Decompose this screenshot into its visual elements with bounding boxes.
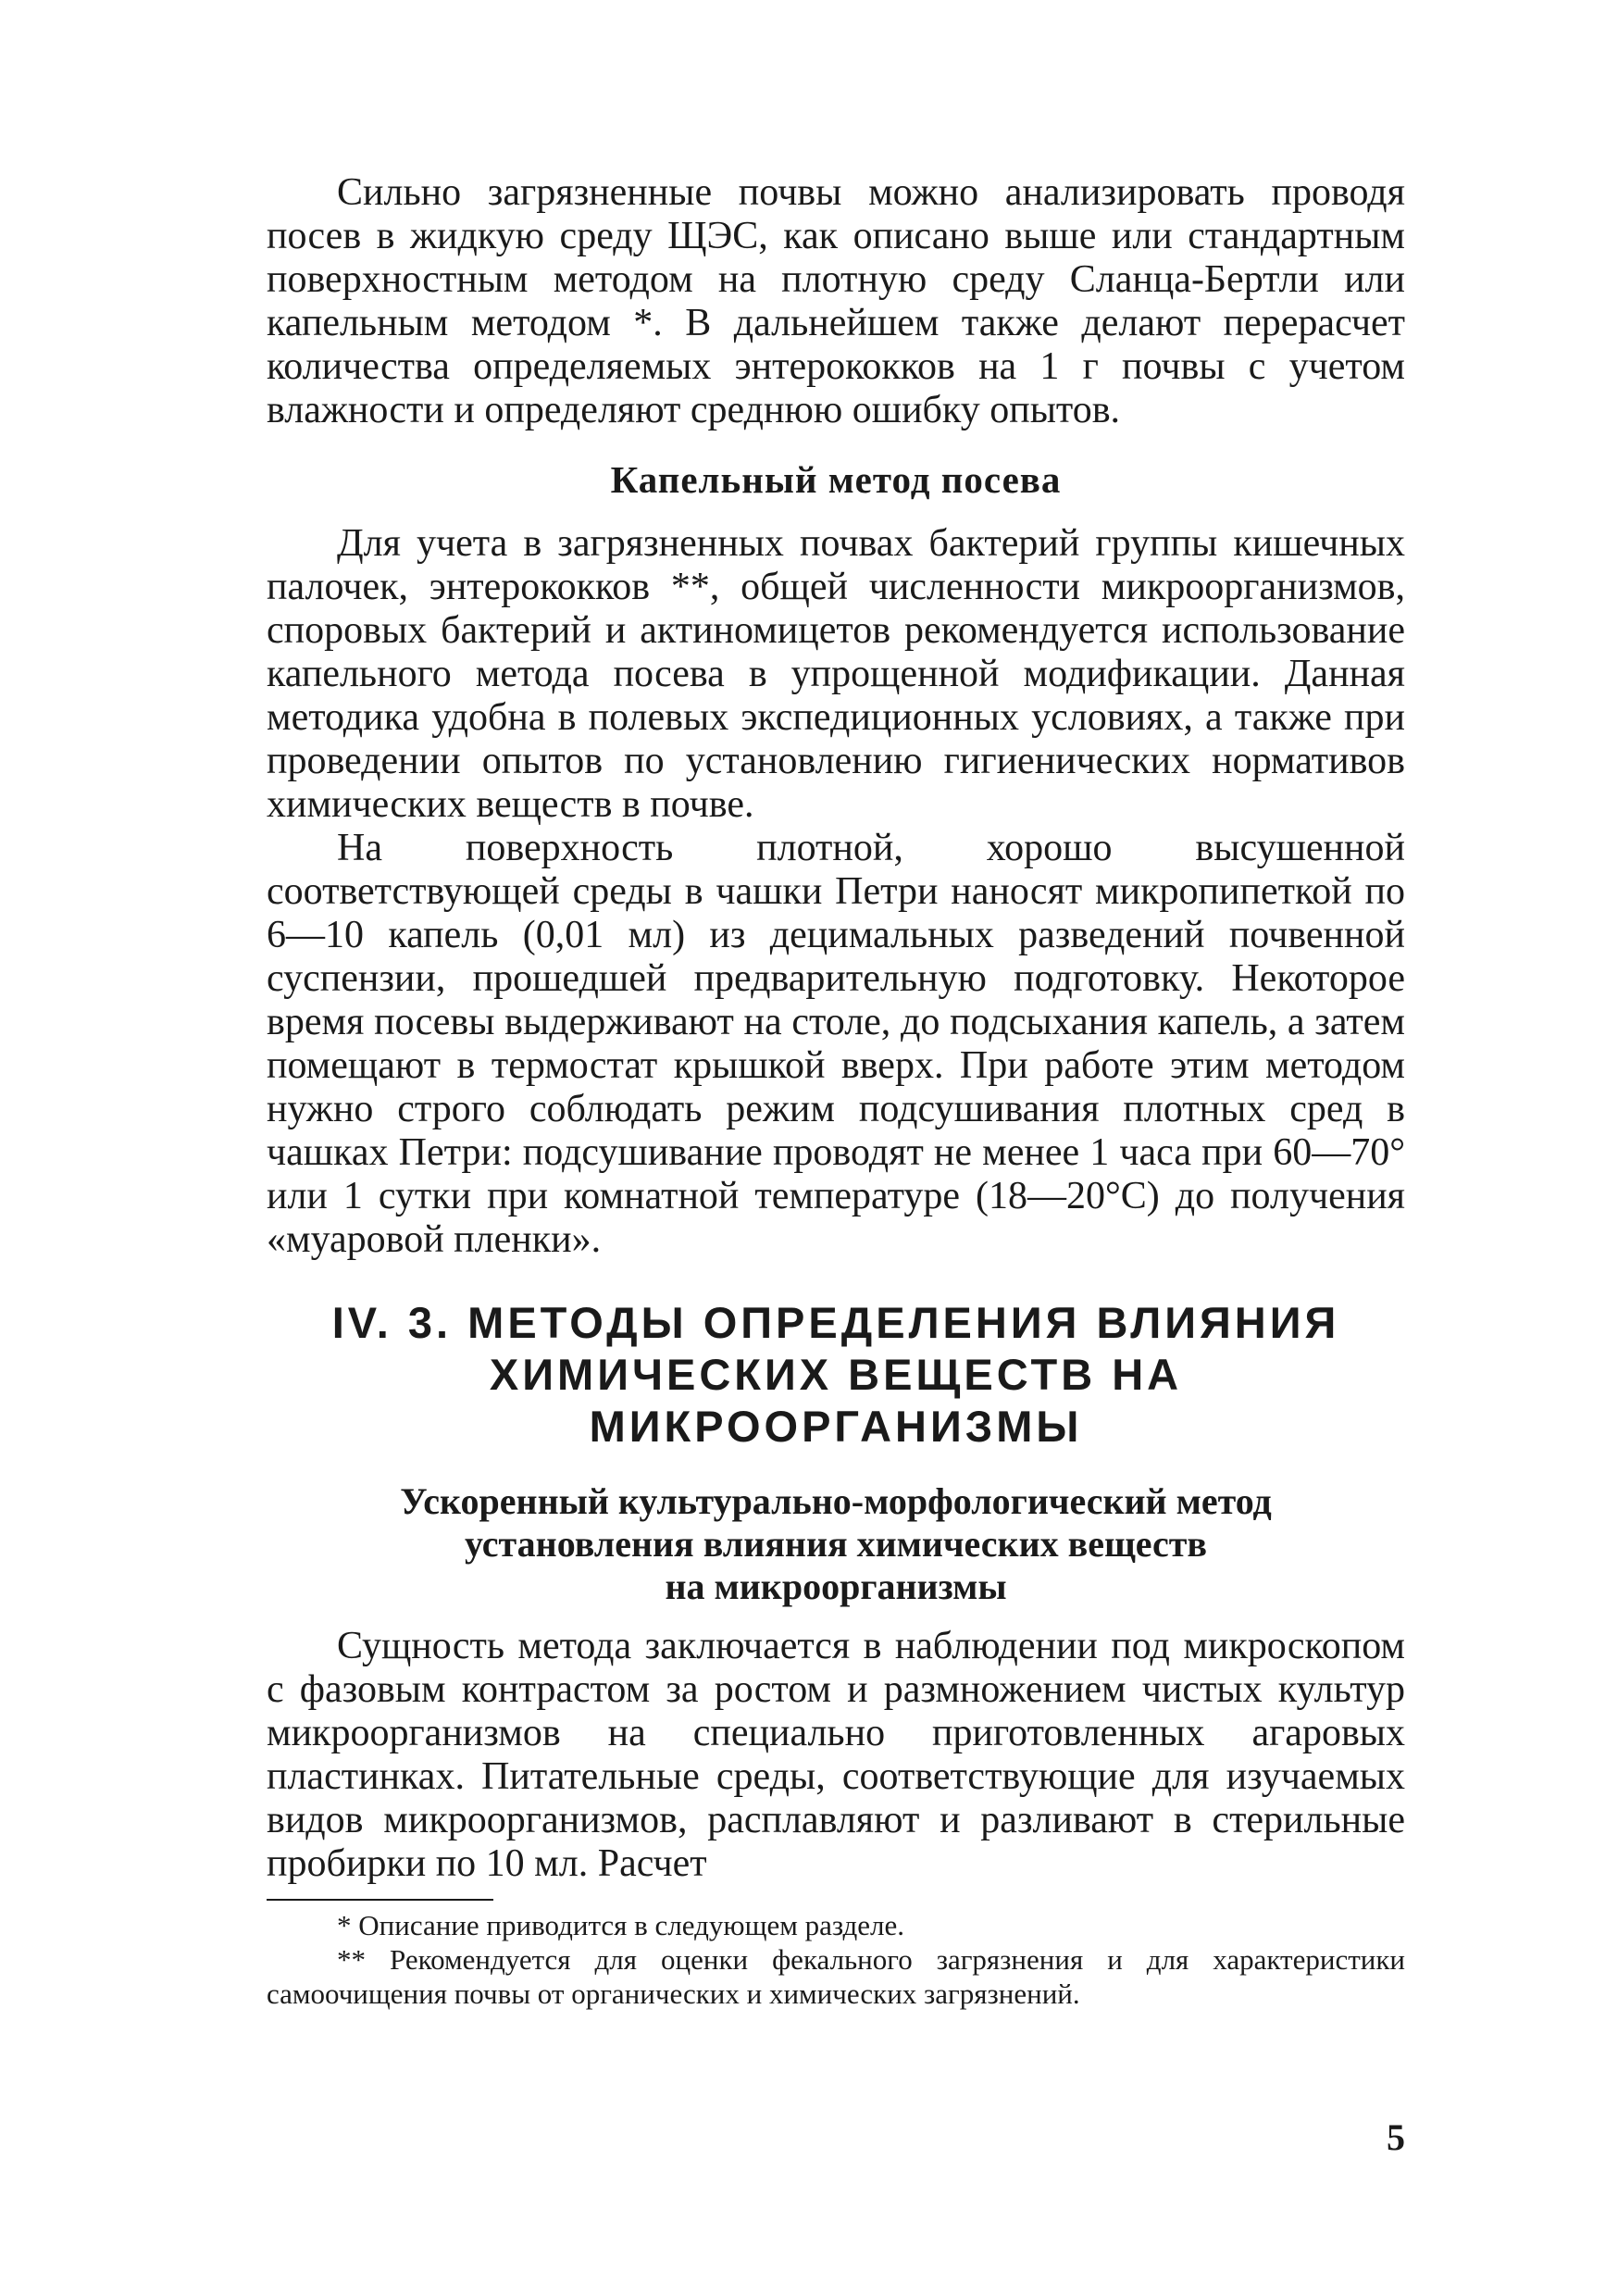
footnote-1: * Описание приводится в следующем разделе. <box>337 1909 905 1941</box>
subsection-title-line-3: на микроорганизмы <box>665 1566 1007 1607</box>
paragraph-intro: Сильно загрязненные почвы можно анализировать проводя посев в жидкую среду ЩЭС, как описано выше или стандартным поверхностным методом на плотную среду Сланца-Бертли или капельным методом *. В дальнейшем также делают перерасчет количества определяемых энтерококков на 1 г почвы с учетом влажности и определяют среднюю ошибку опытов. <box>267 171 1405 431</box>
paragraph-method-essence: Сущность метода заключается в наблюдении под микроскопом с фазовым контрастом за ростом и размножением чистых культур микроорганизмов на специально приготовленных агаровых пластинках. Питательные среды, соответствующие для изучаемых видов микроорганизмов, расплавляют и разливают в стерильные пробирки по 10 мл. Расчет <box>267 1625 1405 1885</box>
subheading-drop-method: Капельный метод посева <box>610 458 1062 501</box>
footnote-2: ** Рекомендуется для оценки фекального загрязнения и для характеристики самоочищения почвы от органических и химических загрязнений. <box>267 1943 1405 2010</box>
section-title-line-1: IV. 3. МЕТОДЫ ОПРЕДЕЛЕНИЯ ВЛИЯНИЯ <box>331 1298 1340 1347</box>
page-body <box>267 171 1405 2011</box>
section-title-line-2: ХИМИЧЕСКИХ ВЕЩЕСТВ НА МИКРООРГАНИЗМЫ <box>489 1350 1183 1451</box>
paragraph-drop-method-1: Для учета в загрязненных почвах бактерий группы кишечных палочек, энтерококков **, общей численности микроорганизмов, споровых бактерий и актиномицетов рекомендуется использование капельного метода посева в упрощенной модификации. Данная методика удобна в полевых экспедиционных условиях, а также при проведении опытов по установлению гигиенических нормативов химических веществ в почве. <box>267 522 1405 826</box>
subsection-title <box>267 1480 1405 1608</box>
section-title <box>267 1297 1405 1453</box>
paragraph-drop-method-2: На поверхность плотной, хорошо высушенной соответствующей среды в чашки Петри наносят микропипеткой по 6—10 капель (0,01 мл) из децимальных разведений почвенной суспензии, прошедшей предварительную подготовку. Некоторое время посевы выдерживают на столе, до подсыхания капель, а затем помещают в термостат крышкой вверх. При работе этим методом нужно строго соблюдать режим подсушивания плотных сред в чашках Петри: подсушивание проводят не менее 1 часа при 60—70° или 1 сутки при комнатной температуре (18—20°С) до получения «муаровой пленки». <box>267 827 1405 1261</box>
subsection-title-line-1: Ускоренный культурально-морфологический метод <box>400 1480 1272 1522</box>
footnote-divider <box>267 1899 493 1901</box>
page-number: 5 <box>1387 2116 1405 2158</box>
subsection-title-line-2: установления влияния химических веществ <box>464 1523 1207 1565</box>
